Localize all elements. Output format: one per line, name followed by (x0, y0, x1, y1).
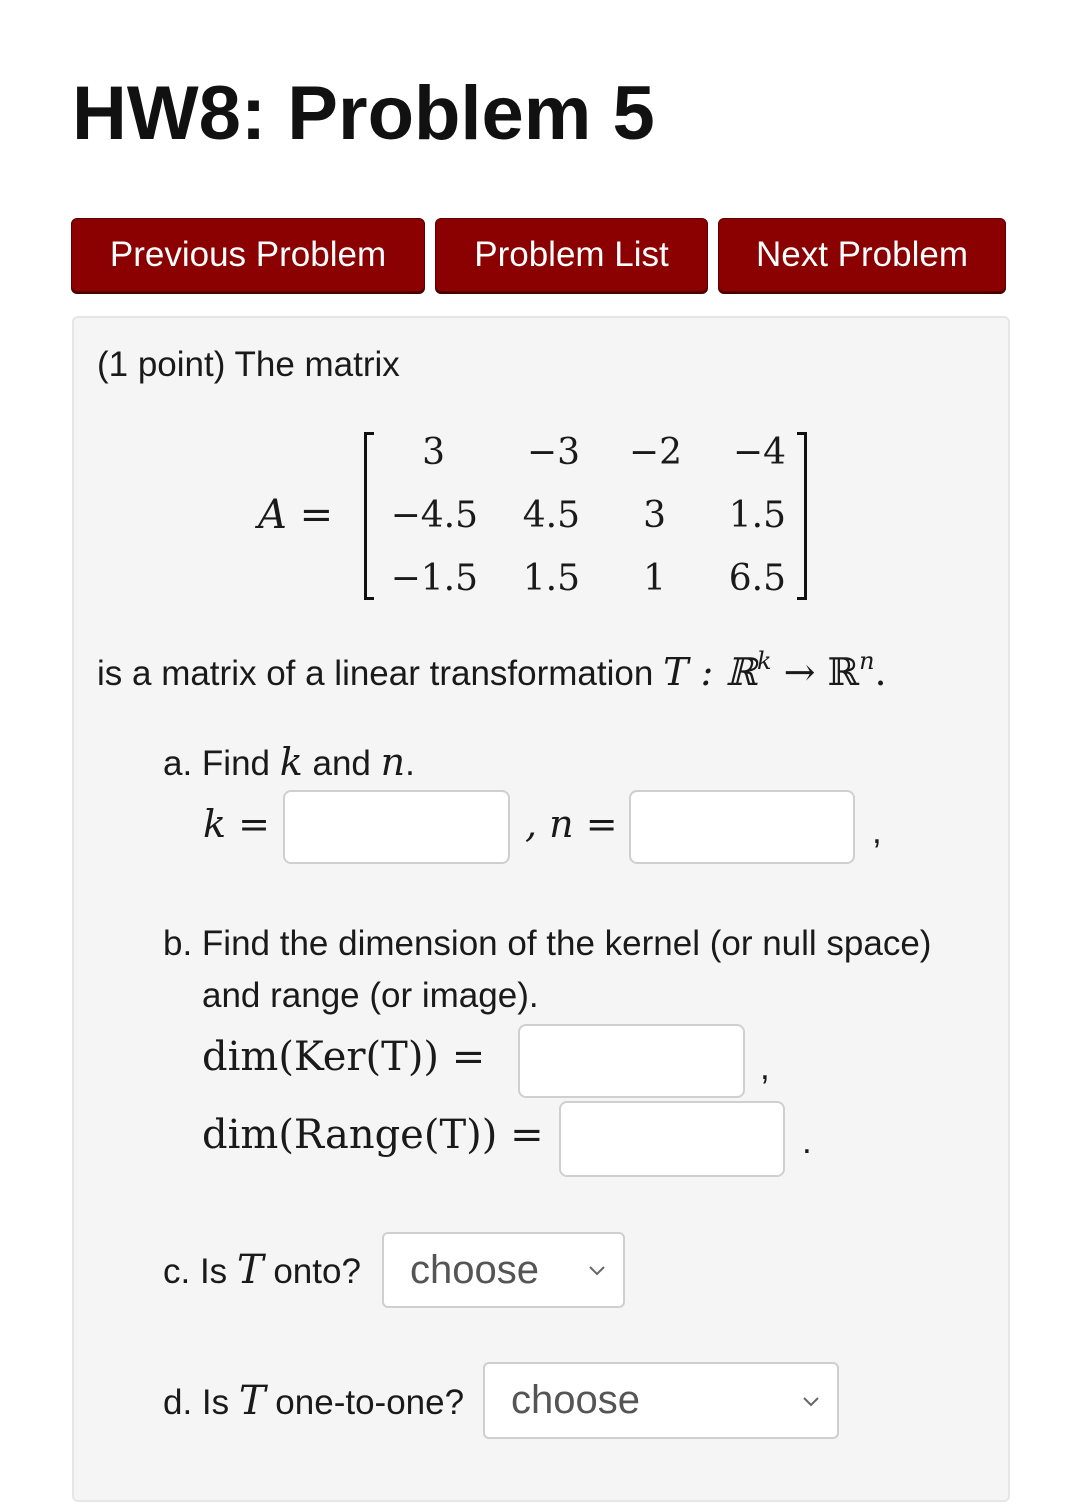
k-label: k = (203, 802, 270, 846)
chevron-down-icon (585, 1258, 609, 1282)
description-math: T : ℝ (663, 650, 757, 694)
onto-select-value: choose (410, 1247, 539, 1292)
transformation-description (97, 647, 887, 694)
description-sup-k: k (756, 647, 772, 675)
ker-label: dim(Ker(T)) = (202, 1034, 486, 1080)
matrix-cell-r3c3: 1 (643, 558, 666, 599)
part-d-var: T (238, 1378, 266, 1424)
next-problem-button[interactable]: Next Problem (718, 218, 1006, 292)
part-a-prefix: a. Find (163, 744, 270, 783)
n-input[interactable] (629, 790, 855, 864)
one-to-one-select[interactable] (483, 1362, 839, 1439)
description-arrow: → ℝ (771, 650, 860, 694)
range-period: . (802, 1122, 812, 1161)
n-label: , n = (525, 802, 618, 846)
description-prefix: is a matrix of a linear transformation (97, 654, 654, 693)
matrix-lhs (258, 492, 333, 538)
problem-intro: (1 point) The matrix (97, 345, 400, 384)
onto-select[interactable] (382, 1232, 625, 1308)
part-c-var: T (236, 1247, 264, 1293)
matrix-cell-r2c4: 1.5 (728, 495, 786, 536)
matrix-cell-r1c4: −4 (732, 432, 786, 473)
part-a-period: . (405, 744, 415, 783)
previous-problem-button[interactable]: Previous Problem (71, 218, 425, 292)
part-d-question (163, 1378, 464, 1424)
problem-panel (72, 316, 1010, 1502)
chevron-down-icon (799, 1389, 823, 1413)
part-d-suffix: one-to-one? (275, 1383, 465, 1422)
matrix-cell-r2c1: −4.5 (390, 495, 478, 536)
matrix-cell-r2c3: 3 (643, 495, 666, 536)
part-c-question (163, 1247, 361, 1293)
matrix-cell-r2c2: 4.5 (522, 495, 580, 536)
description-end: . (874, 650, 887, 694)
kernel-dimension-input[interactable] (518, 1024, 745, 1098)
matrix-cell-r1c2: −3 (526, 432, 580, 473)
matrix-cell-r3c4: 6.5 (728, 558, 786, 599)
part-b-question-line1: b. Find the dimension of the kernel (or null space) (163, 924, 932, 963)
matrix-equals: = (299, 492, 334, 538)
page-title: HW8: Problem 5 (72, 71, 655, 156)
part-a-trailing-comma: , (872, 812, 882, 851)
part-a-var-k: k (279, 740, 303, 784)
part-d-prefix: d. Is (163, 1383, 230, 1422)
part-a-question (163, 740, 415, 784)
matrix-cell-r1c1: 3 (422, 432, 445, 473)
one-to-one-select-value: choose (511, 1378, 640, 1422)
description-sup-n: n (859, 647, 875, 675)
matrix-cell-r3c1: −1.5 (390, 558, 478, 599)
matrix-cell-r3c2: 1.5 (522, 558, 580, 599)
part-c-suffix: onto? (273, 1252, 361, 1291)
ker-comma: , (760, 1048, 770, 1087)
part-c-prefix: c. Is (163, 1252, 228, 1291)
part-a-var-n: n (380, 740, 406, 784)
matrix-right-bracket (797, 432, 807, 600)
problem-list-button[interactable]: Problem List (435, 218, 708, 292)
matrix-name: A (258, 492, 287, 538)
range-label: dim(Range(T)) = (202, 1112, 544, 1158)
matrix-cell-r1c3: −2 (628, 432, 682, 473)
k-input[interactable] (283, 790, 510, 864)
part-a-and: and (312, 744, 371, 783)
range-dimension-input[interactable] (559, 1101, 785, 1177)
part-b-question-line2: and range (or image). (202, 976, 539, 1015)
